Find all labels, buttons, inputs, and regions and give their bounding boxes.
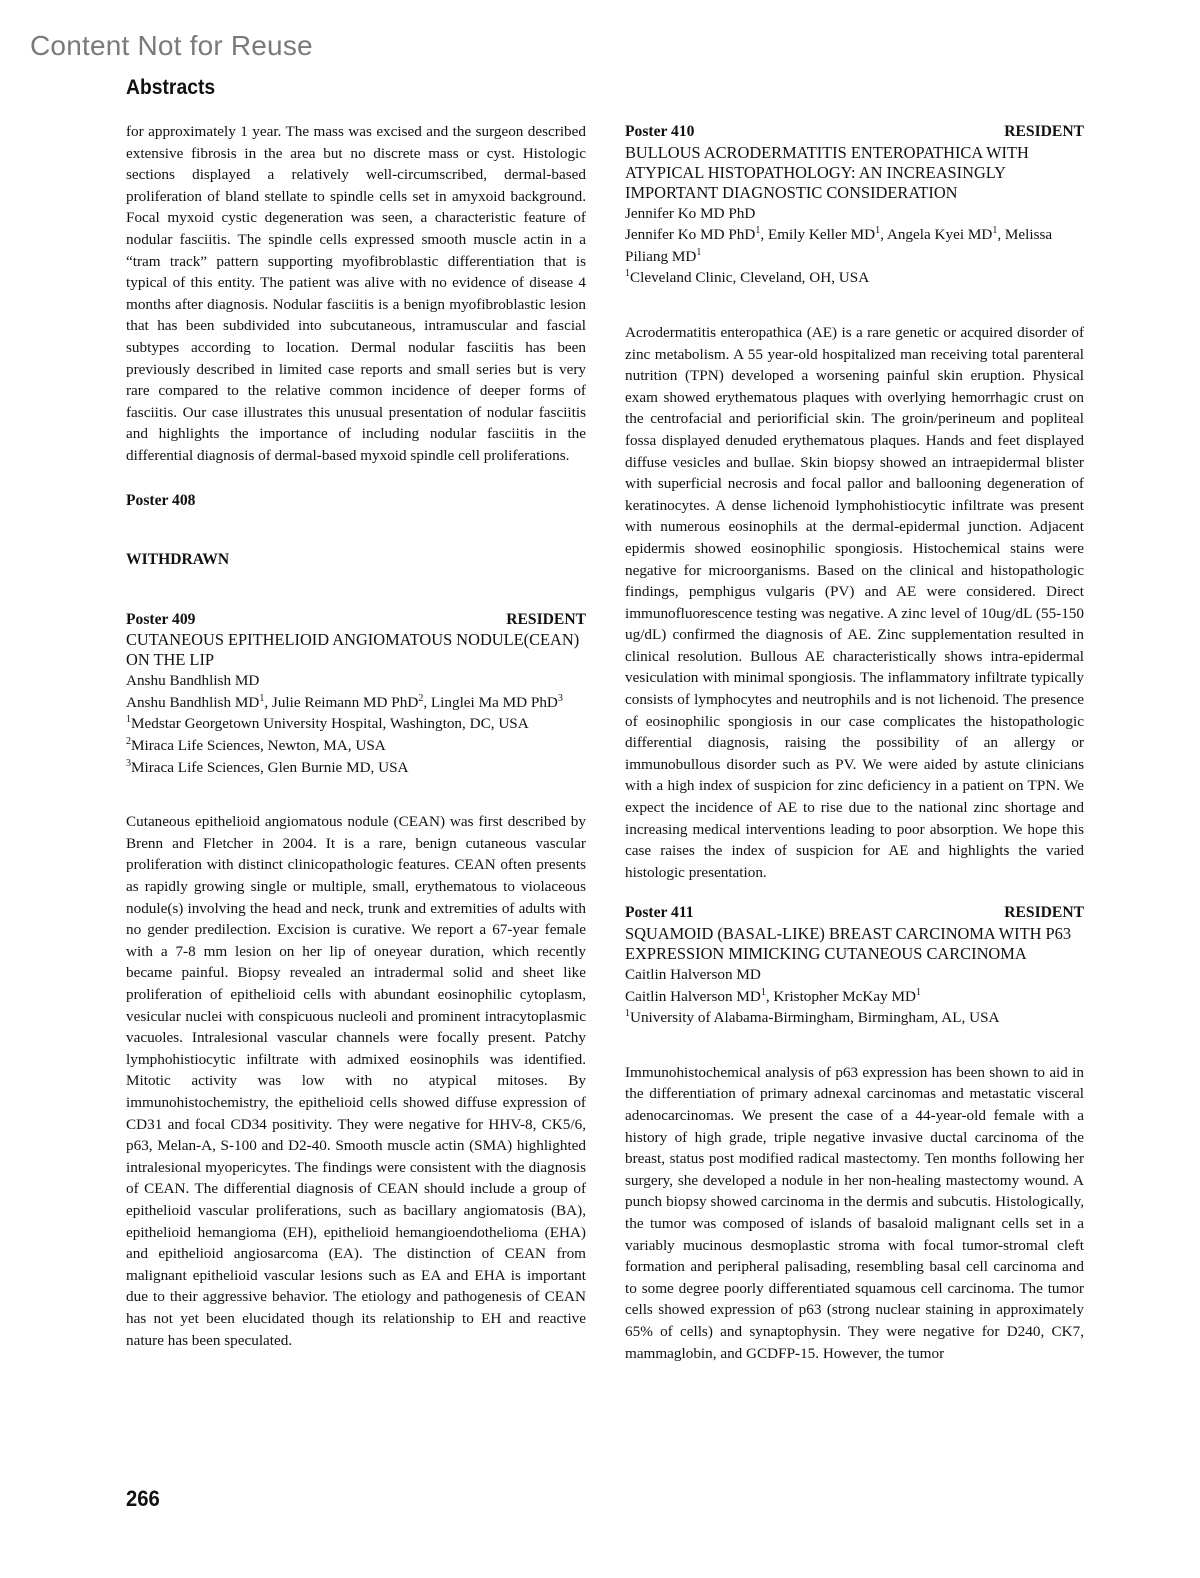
presenter: Caitlin Halverson MD: [625, 966, 761, 983]
affiliation-marker: 2: [126, 736, 131, 747]
abstract-title: SQUAMOID (BASAL-LIKE) BREAST CARCINOMA WITH P63 EXPRESSION MIMICKING CUTANEOUS CARCINOMA: [625, 924, 1072, 963]
poster-410-header: [625, 121, 1084, 143]
poster-408-header: [126, 490, 586, 512]
resident-badge: RESIDENT: [506, 610, 586, 628]
affiliation-list: [625, 267, 1084, 289]
author-list: Caitlin Halverson $MD^1$, Kristopher McKay $MD^1$: [625, 986, 921, 1005]
affiliation-marker: 1: [760, 986, 766, 998]
affiliation-marker: 2: [418, 692, 424, 704]
author-name: Linglei Ma MD PhD: [430, 693, 558, 711]
section-heading: Abstracts: [126, 76, 216, 99]
presenter: Jennifer Ko MD PhD: [625, 204, 756, 222]
author-name: Angela Kyei MD: [886, 226, 993, 244]
affiliation-list: [126, 713, 586, 778]
poster-label: Poster 409: [126, 610, 196, 628]
author-name: Emily Keller MD: [767, 226, 876, 244]
page-number: 266: [126, 1486, 160, 1511]
withdrawn-label: WITHDRAWN: [126, 551, 230, 569]
author-list: Jennifer Ko MD PhD$^1$, Emily Keller $MD^1$, Angela Kyei $MD^1$, Melissa Piliang $MD^1$: [625, 225, 1053, 265]
affiliation: $^1$Medstar Georgetown University Hospital, Washington, DC, USA: [126, 714, 529, 733]
presenter: Anshu Bandhlish MD: [126, 672, 260, 690]
abstract-title: CUTANEOUS EPITHELIOID ANGIOMATOUS NODULE(CEAN) ON THE LIP: [126, 630, 580, 670]
abstract-body: Immunohistochemical analysis of p63 expression has been shown to aid in the differentiation of primary adnexal carcinomas and metastatic visceral adenocarcinomas. We present the case of a 44-year-old female with a history of high grade, triple negative invasive ductal carcinoma of the breast, status post modified radical mastectomy. Ten months following her surgery, she developed a nodule in her non-healing mastectomy wound. A punch biopsy showed carcinoma in the dermis and subcutis. Histologically, the tumor was composed of islands of basaloid malignant cells set in a variably mucinous desmoplastic stroma with focal tumor-stromal cleft formation and peripheral palisading, resembling basal cell carcinoma and to some degree poorly differentiated squamous cell carcinoma. The tumor cells showed expression of p63 (strong nuclear staining in approximately 65% of cells) and synaptophysin. They were negative for D240, CK7, mammaglobin, and GCDFP-15. However, the tumor: [625, 1063, 1084, 1362]
poster-411-header: [625, 902, 1084, 924]
affiliation-marker: 1: [259, 692, 265, 704]
affiliation-marker: 3: [126, 757, 131, 769]
affiliation-marker: 1: [992, 225, 998, 237]
poster-label: Poster 411: [625, 904, 694, 922]
author-name: Melissa Piliang MD: [625, 226, 1053, 265]
continuation-text: for approximately 1 year. The mass was excised and the surgeon described extensive fibrosis in the area but no discrete mass or cyst. Histologic sections displayed a relatively well-circumscribed, dermal-based proliferation of bland stellate to spindle cells set in amyxoid background. Focal myxoid cystic degeneration was seen, a characteristic feature of nodular fasciitis. The spindle cells expressed smooth muscle actin in a “tram track” pattern supporting myofibroblastic differentiation that is typical of this entity. The patient was alive with no evidence of disease 4 months after diagnosis. Nodular fasciitis is a benign myofibroblastic lesion that has been subdivided into subcutaneous, intramuscular and fascial subtypes according to location. Dermal nodular fasciitis has been previously described in limited case reports and small series but is very rare compared to the relative common incidence of deeper forms of fasciitis. Our case illustrates this unusual presentation of nodular fasciitis and highlights the importance of including nodular fasciitis in the differential diagnosis of dermal-based myxoid spindle cell proliferations.: [126, 123, 586, 464]
poster-label: Poster 410: [625, 123, 695, 140]
affiliation: $^2$Miraca Life Sciences, Newton, MA, USA: [126, 736, 386, 755]
author-name: Caitlin Halverson MD: [625, 987, 761, 1005]
abstract-title: BULLOUS ACRODERMATITIS ENTEROPATHICA WITH ATYPICAL HISTOPATHOLOGY: AN INCREASINGLY IMPORTANT DIAGNOSTIC CONSIDERATION: [625, 142, 1029, 202]
affiliation: $^1$Cleveland Clinic, Cleveland, OH, USA: [625, 268, 870, 287]
resident-badge: RESIDENT: [1004, 904, 1084, 922]
affiliation-marker: 1: [625, 1008, 630, 1020]
abstract-body: Cutaneous epithelioid angiomatous nodule (CEAN) was first described by Brenn and Fletcher in 2004. It is a rare, benign cutaneous vascular proliferation with distinct clinicopathologic features. CEAN often presents as rapidly growing single or multiple, small, erythematous to violaceous nodule(s) involving the head and neck, trunk and extremities of adults with no gender predilection. Excision is curative. We report a 67-year female with a 7-8 mm lesion on her lip of oneyear duration, which recently became painful. Biopsy revealed an intradermal solid and sheet like proliferation of epithelioid cells with abundant eosinophilic cytoplasm, vesicular nuclei with conspicuous nucleoli and prominent intracytoplasmic vacuoles. Intralesional vascular channels were focally present. Patchy lymphohistiocytic infiltrate with admixed eosinophils was identified. Mitotic activity was low with no atypical mitoses. By immunohistochemistry, the epithelioid cells showed diffuse expression of CD31 and focal CD34 positivity. They were negative for HHV-8, CK5/6, p63, Melan-A, S-100 and D2-40. Smooth muscle actin (SMA) highlighted intralesional myopericytes. The findings were consistent with the diagnosis of CEAN. The differential diagnosis of CEAN should include a group of epithelioid vascular proliferations, such as bacillary angiomatosis (BA), epithelioid hemangioma (EH), epithelioid hemangioendothelioma (EHA) and epithelioid angiosarcoma (EA). The distinction of CEAN from malignant epithelioid vascular lesions such as EA and EHA is important due to their aggressive behavior. The etiology and pathogenesis of CEAN has not yet been elucidated though its relationship to EH and reactive nature has been speculated.: [126, 813, 586, 1349]
author-name: Anshu Bandhlish MD: [126, 693, 260, 711]
author-name: Jennifer Ko MD PhD: [625, 226, 756, 244]
affiliation-marker: 1: [625, 268, 630, 280]
affiliation-marker: 1: [126, 714, 131, 726]
watermark-text: Content Not for Reuse: [30, 30, 313, 61]
author-list: Anshu Bandhlish $MD^1$, Julie Reimann MD PhD$^2$, Linglei Ma MD PhD$^3$: [126, 692, 563, 711]
affiliation-marker: 1: [875, 225, 881, 237]
affiliation: $^1$University of Alabama-Birmingham, Birmingham, AL, USA: [625, 1008, 1000, 1027]
poster-409-header: [126, 609, 586, 631]
affiliation-marker: 1: [916, 986, 921, 998]
author-name: Julie Reimann MD PhD: [271, 693, 419, 711]
left-column: [126, 121, 586, 1351]
affiliation-marker: 1: [755, 225, 761, 237]
author-name: Kristopher McKay MD: [773, 987, 916, 1005]
affiliation: $^3$Miraca Life Sciences, Glen Burnie MD, USA: [126, 757, 409, 776]
resident-badge: RESIDENT: [1004, 123, 1084, 140]
abstract-body: Acrodermatitis enteropathica (AE) is a rare genetic or acquired disorder of zinc metabolism. A 55 year-old hospitalized man receiving total parenteral nutrition (TPN) developed a worsening painful skin eruption. Physical exam showed erythematous plaques with overlying hemorrhagic crust on the centrofacial and periorificial skin. The groin/perineum and popliteal fossa displayed denuded erythematous plaques. Hands and feet displayed diffuse vesicles and bullae. Skin biopsy showed an intraepidermal blister with superficial necrosis and focal pallor and ballooning degeneration of keratinocytes. A dense lichenoid lymphohistiocytic infiltrate was present with numerous eosinophils at the dermal-epidermal junction. Adjacent epidermis showed eosinophilic spongiosis. Histochemical stains were negative for microorganisms. Based on the clinical and histopathologic findings, pemphigus vulgaris (PV) and AE were considered. Direct immunofluorescence testing was negative. A zinc level of 10ug/dL (55-150 ug/dL) confirmed the diagnosis of AE. Zinc supplementation resulted in clinical resolution. Bullous AE characteristically shows intra-epidermal vesiculation with minimal spongiosis. The inflammatory infiltrate typically consists of lymphocytes and neutrophils and is not lichenoid. The presence of eosinophilic spongiosis in our case complicates the histopathologic differential diagnosis, raising the possibility of an allergy or immunobullous disorder such as PV. We were aided by astute clinicians with a high index of suspicion for zinc deficiency in a patient on TPN. We expect the incidence of AE to rise due to the national zinc shortage and increasing medical interventions leading to poor absorption. We hope this case raises the index of suspicion for AE and highlights the varied histologic presentation.: [625, 323, 1084, 881]
right-column: [625, 121, 1084, 1364]
poster-label: Poster 408: [126, 491, 196, 509]
affiliation-marker: 3: [557, 692, 563, 704]
affiliation-list: [625, 1007, 1084, 1029]
affiliation-marker: 1: [696, 246, 702, 258]
